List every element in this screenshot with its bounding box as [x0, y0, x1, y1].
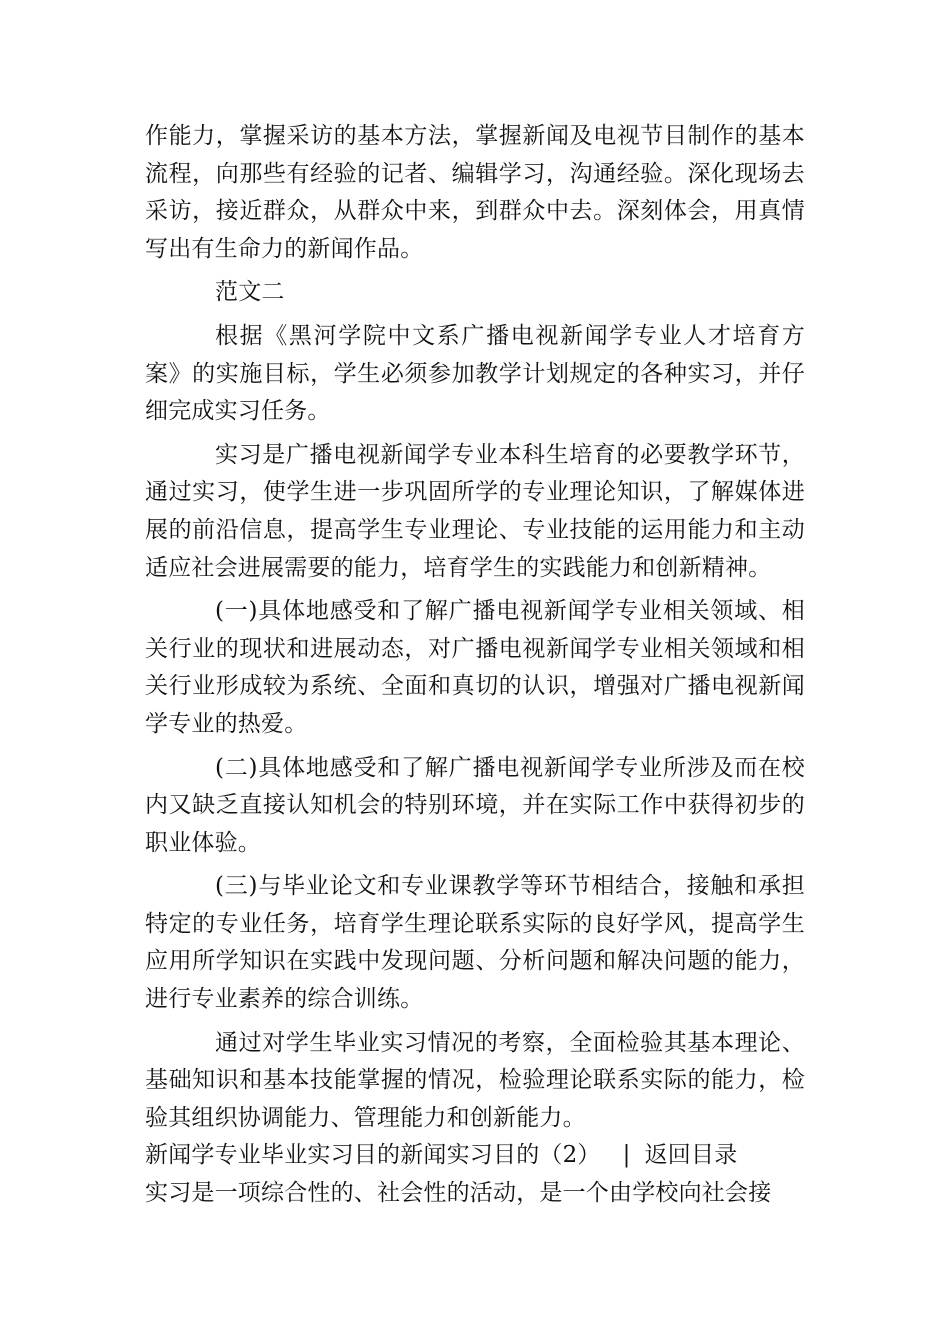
toc-line	[145, 1137, 805, 1175]
paragraph-item-three: (三)与毕业论文和专业课教学等环节相结合，接触和承担特定的专业任务，培育学生理论联系实际的良好学风，提高学生应用所学知识在实践中发现问题、分析问题和解决问题的能力，进行专业素养的综合训练。	[145, 873, 805, 1013]
paragraph-basis: 根据《黑河学院中文系广播电视新闻学专业人才培育方案》的实施目标，学生必须参加教学计划规定的各种实习，并仔细完成实习任务。	[145, 322, 805, 425]
paragraph-item-two: (二)具体地感受和了解广播电视新闻学专业所涉及而在校内又缺乏直接认知机会的特别环境，并在实际工作中获得初步的职业体验。	[145, 754, 805, 856]
paragraph-internship-purpose: 实习是广播电视新闻学专业本科生培育的必要教学环节，通过实习，使学生进一步巩固所学的专业理论知识，了解媒体进展的前沿信息，提高学生专业理论、专业技能的运用能力和主动适应社会进展需要的能力，培育学生的实践能力和创新精神。	[145, 441, 805, 581]
paragraph-evaluation: 通过对学生毕业实习情况的考察，全面检验其基本理论、基础知识和基本技能掌握的情况，检验理论联系实际的能力，检验其组织协调能力、管理能力和创新能力。	[145, 1029, 805, 1131]
paragraph-next-section-start: 实习是一项综合性的、社会性的活动，是一个由学校向社会接	[145, 1180, 772, 1207]
section-heading-sample-two: 范文二	[215, 279, 285, 306]
paragraph-item-one: (一)具体地感受和了解广播电视新闻学专业相关领域、相关行业的现状和进展动态，对广播电视新闻学专业相关领域和相关行业形成较为系统、全面和真切的认识，增强对广播电视新闻学专业的热爱。	[145, 598, 805, 737]
toc-divider: |	[622, 1142, 631, 1169]
paragraph-continuation: 作能力，掌握采访的基本方法，掌握新闻及电视节目制作的基本流程，向那些有经验的记者、编辑学习，沟通经验。深化现场去采访，接近群众，从群众中来，到群众中去。深刻体会，用真情写出有生命力的新闻作品。	[145, 123, 805, 262]
document-body	[145, 118, 805, 1213]
return-to-toc-link[interactable]: 返回目录	[644, 1142, 738, 1169]
toc-title: 新闻学专业毕业实习目的新闻实习目的（2）	[145, 1142, 601, 1169]
